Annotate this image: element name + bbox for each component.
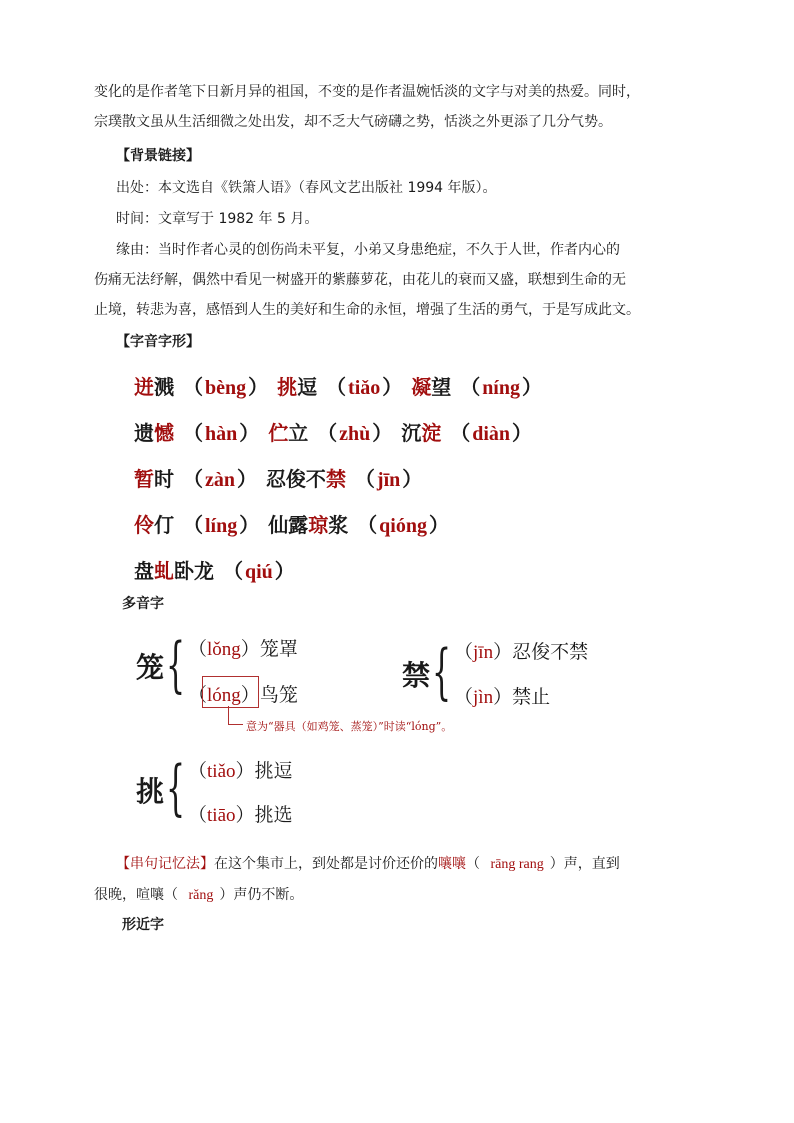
word-4-plain: 遗 — [134, 421, 154, 445]
background-reason-line-2: 伤痛无法纾解，偶然中看见一树盛开的紫藤萝花，由花儿的衰而又盛，联想到生命的无 — [94, 272, 626, 288]
word-6-plain: 沉 — [401, 421, 422, 445]
memory-word-rangrang: 嚷嚷 — [438, 856, 466, 872]
word-9-pinyin: líng — [204, 515, 238, 537]
word-10-suffix: 浆 — [328, 513, 349, 537]
pronunciation-row-4: 伶仃 （ líng ） 仙露琼浆 （ qióng ） — [134, 509, 451, 538]
pronunciation-row-3: 暂时 （ zàn ） 忍俊不禁 （ jīn ） — [134, 463, 424, 492]
note-connector — [228, 706, 243, 725]
word-6-pinyin: diàn — [472, 423, 511, 445]
word-1-pinyin: bèng — [204, 377, 247, 399]
pronunciation-row-5: 盘虬卧龙 （ qiú ） — [134, 555, 297, 584]
word-11-red: 虬 — [154, 559, 174, 583]
brace-jin: { — [432, 637, 452, 707]
memory-tag: 【串句记忆法】 — [116, 856, 214, 872]
brace-long: { — [166, 630, 186, 700]
background-reason-line-1: 缘由：当时作者心灵的创伤尚未平复，小弟又身患绝症，不久于人世，作者内心的 — [116, 242, 620, 258]
word-3-plain: 望 — [431, 375, 452, 399]
word-10-plain: 仙露 — [268, 513, 309, 537]
word-1-red: 迸 — [134, 375, 154, 399]
word-10-pinyin: qióng — [379, 515, 427, 537]
word-5-pinyin: zhù — [339, 423, 371, 445]
background-reason-line-3: 止境，转悲为喜，感悟到人生的美好和生命的永恒，增强了生活的勇气，于是写成此文。 — [94, 302, 640, 318]
highlight-box — [202, 676, 259, 708]
word-6-red: 淀 — [421, 421, 442, 445]
word-9-red: 伶 — [134, 513, 154, 537]
polyphone-char-tiao: 挑 — [136, 775, 165, 808]
word-11-plain: 盘 — [134, 559, 154, 583]
polyphones-heading: 多音字 — [122, 596, 164, 612]
word-2-red: 挑 — [277, 375, 298, 399]
pronunciation-heading: 【字音字形】 — [116, 334, 200, 350]
polyphone-char-jin: 禁 — [402, 659, 431, 692]
word-2-plain: 逗 — [297, 375, 318, 399]
memory-pinyin-1: rāng rang — [490, 857, 544, 872]
word-7-plain: 时 — [154, 467, 174, 491]
word-3-red: 凝 — [411, 375, 432, 399]
word-4-pinyin: hàn — [204, 423, 238, 445]
background-time: 时间：文章写于 1982 年 5 月。 — [116, 211, 319, 227]
word-11-pinyin: qiú — [244, 561, 273, 583]
similar-chars-heading: 形近字 — [122, 917, 164, 933]
reading-long-2: （lóng）鸟笼 — [188, 684, 298, 706]
pronunciation-row-1: 迸溅 （ bèng ） 挑逗 （ tiǎo ） 凝望 （ níng ） — [134, 371, 544, 400]
intro-line-2: 宗璞散文虽从生活细微之处出发，却不乏大气磅礴之势，恬淡之外更添了几分气势。 — [94, 114, 612, 130]
word-3-pinyin: níng — [482, 377, 520, 399]
intro-line-1: 变化的是作者笔下日新月异的祖国，不变的是作者温婉恬淡的文字与对美的热爱。同时， — [94, 84, 640, 100]
polyphone-char-long: 笼 — [136, 651, 165, 684]
reading-long-1: （lǒng）笼罩 — [188, 638, 298, 660]
word-4-red: 憾 — [154, 421, 174, 445]
word-8-pinyin: jīn — [376, 469, 401, 491]
reading-tiao-1: （tiǎo）挑逗 — [188, 760, 293, 782]
memory-line-2: 很晚，喧嚷（ rǎng ）声仍不断。 — [94, 887, 304, 903]
reading-jin-1: （jīn）忍俊不禁 — [454, 641, 589, 663]
word-2-pinyin: tiǎo — [348, 377, 381, 399]
word-8-red: 禁 — [325, 467, 346, 491]
brace-tiao: { — [166, 753, 186, 823]
word-10-red: 琼 — [308, 513, 329, 537]
memory-pinyin-2: rǎng — [188, 888, 214, 903]
word-5-red: 伫 — [268, 421, 289, 445]
background-heading: 【背景链接】 — [116, 148, 200, 164]
reading-tiao-2: （tiāo）挑选 — [188, 804, 293, 826]
memory-line-1: 【串句记忆法】在这个集市上，到处都是讨价还价的嚷嚷（ rāng rang ）声，直到 — [116, 856, 620, 872]
word-9-plain: 仃 — [154, 513, 174, 537]
polyphone-note: 意为“器具（如鸡笼、蒸笼）”时读“lóng”。 — [246, 720, 453, 733]
word-1-plain: 溅 — [154, 375, 174, 399]
word-7-pinyin: zàn — [204, 469, 235, 491]
word-8-plain: 忍俊不 — [265, 467, 326, 491]
word-5-plain: 立 — [288, 421, 309, 445]
background-source: 出处：本文选自《铁箫人语》（春风文艺出版社 1994 年版）。 — [116, 180, 497, 196]
reading-jin-2: （jìn）禁止 — [454, 686, 551, 708]
word-7-red: 暂 — [134, 467, 154, 491]
word-11-suffix: 卧龙 — [174, 559, 214, 583]
pronunciation-row-2: 遗憾 （ hàn ） 伫立 （ zhù ） 沉淀 （ diàn ） — [134, 417, 534, 446]
